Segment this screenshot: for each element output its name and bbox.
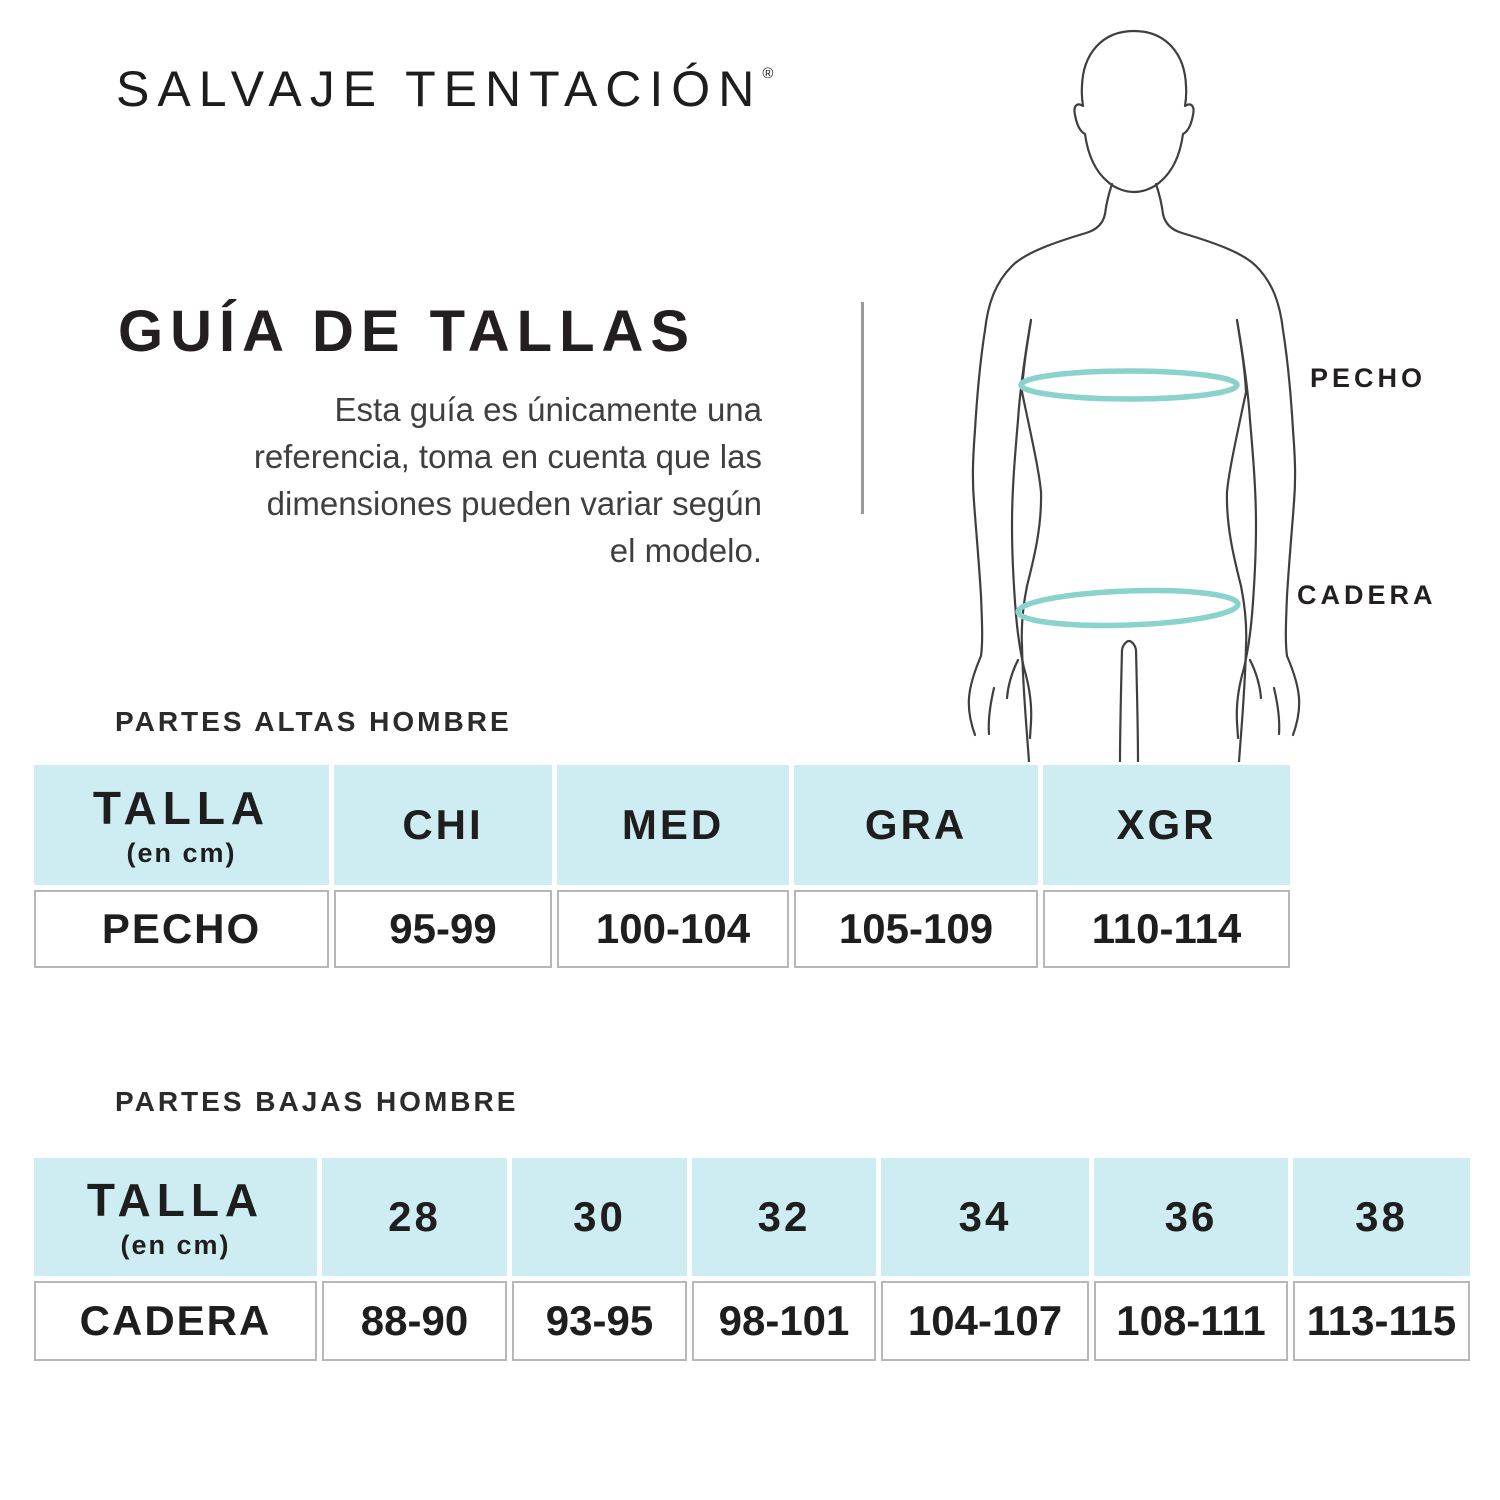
row-label-cell: CADERA	[34, 1281, 317, 1361]
description-line: Esta guía es únicamente una	[334, 391, 762, 428]
hip-measure-ellipse	[1017, 587, 1238, 629]
header-cell-size	[1293, 1158, 1470, 1276]
vertical-divider	[861, 302, 864, 514]
description-line: el modelo.	[609, 532, 762, 569]
right-hand-detail	[1250, 660, 1279, 734]
size-table-bottoms	[34, 1158, 1470, 1361]
value-cell: 113-115	[1293, 1281, 1470, 1361]
hip-label: CADERA	[1297, 580, 1437, 610]
header-cell-size	[1043, 765, 1290, 885]
description-line: referencia, toma en cuenta que las	[253, 438, 762, 475]
header-cell-size	[881, 1158, 1089, 1276]
size-label: 30	[573, 1193, 626, 1240]
header-cell-size	[692, 1158, 876, 1276]
size-label: 34	[958, 1193, 1012, 1240]
value-cell: 104-107	[881, 1281, 1089, 1361]
value-cell: 105-109	[794, 890, 1038, 968]
chest-label: PECHO	[1310, 363, 1427, 393]
header-cell-size	[557, 765, 789, 885]
size-label: 32	[757, 1193, 811, 1240]
value-cell: 98-101	[692, 1281, 876, 1361]
size-label: 38	[1355, 1193, 1408, 1240]
section-title-tops: PARTES ALTAS HOMBRE	[115, 706, 512, 737]
left-arm-outline	[969, 184, 1112, 735]
header-cell-talla	[34, 1158, 317, 1276]
right-arm-outline	[1156, 184, 1299, 735]
header-cell-size	[1094, 1158, 1288, 1276]
size-table-tops	[34, 765, 1290, 968]
page-title: GUÍA DE TALLAS	[118, 299, 697, 364]
value-cell: 108-111	[1094, 1281, 1288, 1361]
brand-logo	[116, 60, 773, 118]
description-line: dimensiones pueden variar según	[266, 485, 762, 522]
size-label: 28	[388, 1193, 441, 1240]
size-label: GRA	[864, 801, 968, 848]
size-label: 36	[1164, 1193, 1218, 1240]
header-cell-talla	[34, 765, 329, 885]
inner-legs	[1120, 641, 1138, 762]
size-label: XGR	[1116, 801, 1217, 848]
head-outline	[1074, 31, 1193, 192]
section-title-bottoms: PARTES BAJAS HOMBRE	[115, 1086, 519, 1117]
value-cell: 88-90	[322, 1281, 507, 1361]
header-cell-size	[794, 765, 1038, 885]
left-hand-detail	[989, 660, 1018, 734]
registered-mark: ®	[762, 65, 774, 82]
talla-label: TALLA	[92, 782, 271, 834]
header-cell-size	[512, 1158, 687, 1276]
header-cell-size	[322, 1158, 507, 1276]
size-label: MED	[621, 801, 725, 848]
brand-name: SALVAJE TENTACIÓN	[116, 61, 763, 117]
talla-unit: (en cm)	[120, 1230, 231, 1260]
chest-measure-ellipse	[1021, 371, 1237, 399]
value-cell: 100-104	[557, 890, 789, 968]
guide-description	[80, 386, 762, 574]
row-label-cell: PECHO	[34, 890, 329, 968]
talla-unit: (en cm)	[126, 838, 237, 868]
talla-label: TALLA	[86, 1174, 265, 1226]
value-cell: 95-99	[334, 890, 552, 968]
value-cell: 93-95	[512, 1281, 687, 1361]
value-cell: 110-114	[1043, 890, 1290, 968]
size-label: CHI	[402, 801, 484, 848]
header-cell-size	[334, 765, 552, 885]
